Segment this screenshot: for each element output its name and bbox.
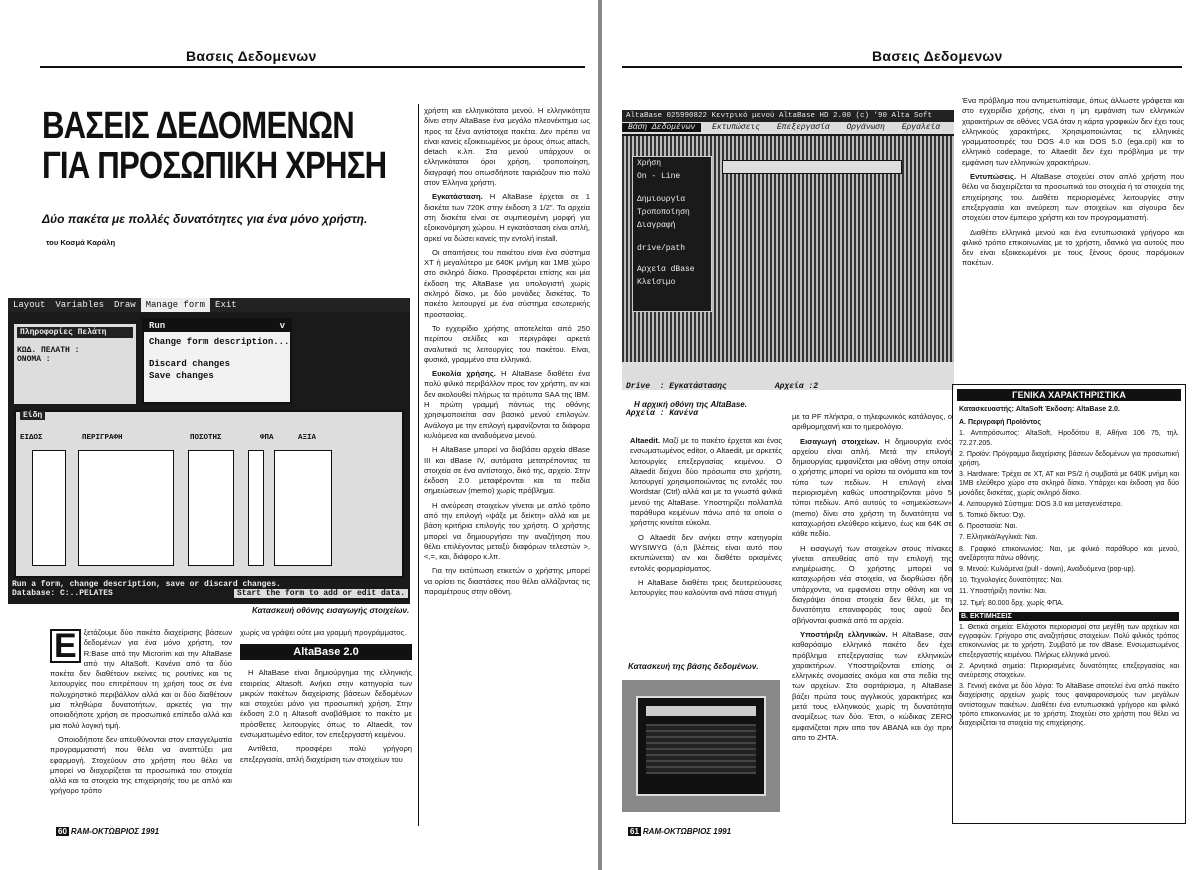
popup-item-save: Save changes: [149, 371, 214, 381]
col-header-vat: ΦΠΑ: [260, 434, 274, 442]
submenu-drive-path: drive/path: [637, 244, 686, 253]
spec-item: 4. Λειτουργικό Σύστημα: DOS 3.0 και μεταγενέστερο.: [959, 500, 1123, 508]
screen-title-bar: AltaBase 025990822 Κεντρικό μενού AltaBase HD 2.00 (c) '90 Alta Soft: [622, 110, 954, 122]
paragraph-lead: Εγκατάσταση.: [432, 192, 483, 202]
menu-tools: Εργαλεία: [901, 123, 941, 132]
sidebar-body: [953, 405, 1185, 728]
panel-title: Πληροφορίες Πελάτη: [17, 327, 133, 338]
database-submenu: [632, 156, 712, 312]
page-footer: [628, 827, 731, 836]
author-byline: του Κοσμά Καράλη: [46, 238, 116, 247]
screen-bar: [646, 706, 756, 716]
field-name: ΟΝΟΜΑ :: [17, 355, 51, 364]
body-column-r2: [792, 412, 952, 824]
article-title: [42, 105, 387, 187]
paragraph: Η AltaBase στοχεύει στον απλό χρήστη που θέλει να διαχειρίζεται τα προσωπικά του στοιχεία ή τα στοιχεία της επιχείρησης του. Διαθέτει περιορισμένες λειτουργίες στην επεξεργασία και ανεύρεση των στοιχείων και σίγουρα δεν στοχεύει στον έμπειρο χρήστη και τον προγραμματιστή.: [962, 172, 1184, 223]
status-line-2: Database: C:..PELATES: [12, 589, 113, 598]
paragraph: Η ανεύρεση στοιχείων γίνεται με απλό τρόπο από την επιλογή «ψάξε με δείκτη» αλλά και με βάση κριτήρια επιλογής του χρήστη. Ο χρήστης μπορεί να δημιουργήσει την αναζήτηση που θέλει επιλέγοντας μεταξύ διαφόρων τελεστών >,<,=, και, διάφορο κ.λπ.: [424, 500, 590, 562]
paragraph: Η AltaBase είναι δημιούργημα της ελληνικής εταιρείας Altasoft. Ανήκει στην κατηγορία των μικρών πακέτων διαχείρισης βάσεων δεδομένων και στοχεύει μόνο για προσωπική χρήση. Στην έκδοση 2.0 η Altasoft αναβάθμισε το πακέτο με πρόσθετες λειτουργίες όπως το Altaedit, τον ενσωματωμένο editor, τον επεξεργαστή κειμένου.: [240, 668, 412, 740]
spec-item: 5. Τοπικό δίκτυο: Όχι.: [959, 512, 1026, 520]
left-page: [0, 0, 598, 870]
status-files: Αρχεία : Κανένα: [626, 409, 699, 418]
paragraph: Η εισαγωγή των στοιχείων στους πίνακες γίνεται απευθείας από την επιλογή της ενημέρωσης. Ο χρήστης μπορεί να καταχωρήσει νέα στοιχεία, να διορθώσει ήδη υπάρχοντα, να εμφανίσει στην οθόνη και να διαγράψει όποια στοιχεία δεν θέλει, με τη δυνατότητα επαναφοράς τους αφού δεν σβήνονται φυσικά από τα αρχεία.: [792, 543, 952, 625]
database-build-screenshot: [622, 680, 780, 812]
submenu-modify: Τροποποίηση: [637, 208, 690, 217]
assessment-item: 2. Αρνητικά σημεία: Περιορισμένες δυνατότητες επεξεργασίας και ανεύρεσης στοιχείων.: [959, 662, 1179, 680]
screen-menu-bar: [8, 298, 410, 312]
paragraph: Διαθέτει ελληνικά μενού και ένα εντυπωσιακά γρήγορο και φιλικό τρόπο επικοινωνίας με το χρήστη, ιδανικό για αυτούς που δεν είναι εξοικειωμένοι με τους ξένους όρους παρόμοιων πακέτων.: [962, 227, 1184, 268]
figure-caption: Κατασκευή της βάσης δεδομένων.: [628, 662, 759, 671]
body-column-3: [424, 106, 590, 824]
page-footer: [56, 827, 159, 836]
submenu-dbase-files: Αρχεία dBase: [637, 265, 695, 274]
table-title: Είδη: [20, 411, 45, 420]
assessment-item: 1. Θετικά σημεία: Ελάχιστοι περιορισμοί στα μεγέθη των αρχείων και εγγραφών. Γρήγορο στις αναζητήσεις στοιχείων. Πολύ φιλικός τρόπος επικοινωνίας με το χρήστη. Συμβατό με τον dBase. Ενσωματωμένος επεξεργαστής κειμένου. Πλήρως ελληνικά μενού.: [959, 624, 1179, 659]
figure-caption: Κατασκευή οθόνης εισαγωγής στοιχείων.: [252, 606, 410, 615]
paragraph: Μαζί με το πακέτο έρχεται και ένας ενσωματωμένος editor, ο Altaedit, με αρκετές λειτουργίες επεξεργασίας κειμένου. Ο Altaedit δείχνει δύο πρόσωπα στο χρήστη, λειτουργεί χρησιμοποιώντας τις εντολές του Wordstar (Ctrl) αλλά και με τα γνωστά φιλικά μενού της AltaBase. Υποστηρίζει πολλαπλά παράθυρα κειμένων πάνω από τα οποία ο χρήστης κινείται εύκολα.: [630, 436, 782, 528]
sidebar-section-b: B. ΕΚΤΙΜΗΣΕΙΣ: [959, 612, 1179, 621]
body-column-2: [240, 628, 412, 824]
paragraph: Ένα πρόβλημα που αντιμετωπίσαμε, όπως άλλωστε γράφεται και στο εγχειρίδιο χρήσης, είναι η μη εμφάνιση των ελληνικών χαρακτήρων σε οθόνες VGA όταν η κάρτα γραφικών δεν έχει τους ελληνικούς χαρακτήρες. Χρησιμοποιώντας τις ελληνικές γραμματοσειρές του DOS 4.0 και DOS 5.0 (ega.cpi) και το ελληνικό codepage, το Altaedit δεν έχει πρόβλημα με την εμφάνιση των ελληνικών χαρακτήρων.: [962, 96, 1184, 167]
spec-item: 10. Τεχνολογίες δυνατότητες: Ναι.: [959, 577, 1064, 585]
paragraph-lead: Ευκολία χρήσης.: [432, 369, 496, 379]
subhead-altabase: AltaBase 2.0: [240, 644, 412, 660]
spec-item: 2. Προϊόν: Πρόγραμμα διαχείρισης βάσεων δεδομένων για προσωπική χρήση.: [959, 450, 1179, 468]
menu-organize: Οργάνωση: [846, 123, 885, 132]
header-rule: [622, 66, 1182, 68]
paragraph: Η AltaBase, σαν καθαρόαιμο ελληνικό πακέτο δεν έχει πρόβλημα επεξεργασίας των ελληνικών χαρακτήρων. Υποστηρίζονται επίσης οι ελληνικές ονομασίες ακόμα και στα πεδία της των αρχείων. Στο σορτάρισμα, η AltaBase βάζει πρώτα τους αγγλικούς χαρακτήρες και μετά τους ελληνικούς χωρίς τη δυνατότητα αναμίξεως των δύο. Έτσι, ο κώδικας ZERO εμφανίζεται πριν απο τον ΑΒΑΝΑ και όχι πριν απο το ΖΗΤΑ.: [792, 629, 952, 742]
paragraph: Οι απαιτήσεις του πακέτου είναι ένα σύστημα ΧΤ ή μεγαλύτερο με 640Κ μνήμη και 1ΜΒ χώρο στο σκληρό δίσκο. Προσφέρεται επίσης και μία έκδοση της AltaBase για υπολογιστή χωρίς σκληρό δίσκο, με δύο μονάδες δισκέτας. Το πακέτο λειτουργεί με ένα σύστημα εσωτερικής προστασίας.: [424, 247, 590, 319]
figure-caption: Η αρχική οθόνη της AltaBase.: [634, 400, 747, 409]
sidebar-section-a: A. Περιγραφή Προϊόντος: [959, 419, 1041, 427]
column-box: [78, 450, 174, 566]
section-header: Βασεις Δεδομενων: [872, 48, 1003, 64]
article-subtitle: Δύο πακέτα με πολλές δυνατότητες για ένα μόνο χρήστη.: [42, 212, 368, 226]
paragraph: Για την εκτύπωση ετικετών ο χρήστης μπορεί να ορίσει τις διαστάσεις που θέλει αλλάζοντας τις παραμέτρους στην οθόνη.: [424, 566, 590, 597]
sidebar-title: ΓΕΝΙΚΑ ΧΑΡΑΚΤΗΡΙΣΤΙΚΑ: [957, 389, 1181, 401]
spec-item: 6. Προστασία: Ναι.: [959, 523, 1018, 531]
submenu-online: On - Line: [637, 172, 681, 181]
spec-item: 12. Τιμή: 80.000 δρχ. χωρίς ΦΠΑ.: [959, 599, 1064, 607]
popup-item-run: Run v: [144, 320, 290, 332]
paragraph: Ο Altaedit δεν ανήκει στην κατηγορία WYSIWYG (ό,τι βλέπεις είναι αυτό που εκτυπώνεται) αν και διαθέτει ορισμένες εντολές φορμαρίσματος.: [630, 532, 782, 573]
menu-layout: Layout: [13, 300, 46, 310]
menu-variables: Variables: [55, 300, 105, 310]
intro-paragraph: ξετάζουμε δύο πακέτα διαχείρισης βάσεων δεδομένων για ένα μόνο χρήστη, τον R:Base από την Microrim και την AltaBase από την AltaSoft. Κανένα από τα δύο πακέτα δεν διαθέτουν εκείνες τις ρουτίνες και τις λειτουργίες που επιτρέπουν τη χρήση τους σε ένα πολυχρηστικό περιβάλλον αλλά και οι δύο διαθέτουν μια πληθώρα δυνατοτήτων, αρκετές για την οποιαδήποτε χρήση σε προσωπικό επίπεδο αλλά και μια πολύ λογική τιμή.: [50, 628, 232, 730]
customer-info-panel: [14, 324, 136, 404]
footer-text: RAM-ΟΚΤΩΒΡΙΟΣ 1991: [642, 827, 732, 836]
input-box: [722, 160, 902, 174]
paragraph: Η AltaBase μπορεί να διαβάσει αρχεία dBase III και dBase IV, αυτόματα μετατρέποντας τα στοιχεία σε ένα αντίστοιχο, δικό της, αρχείο. Στην έκδοση 2.0 μεταφέρονται και τα πεδία σημειώσεων (memo) χωρίς πρόβλημα.: [424, 445, 590, 496]
status-line-3: Start the form to add or edit data.: [234, 589, 408, 598]
body-column-1: [50, 628, 232, 824]
title-line-2: ΓΙΑ ΠΡΟΣΩΠΙΚΗ ΧΡΗΣΗ: [42, 145, 387, 187]
table-headers: [20, 434, 394, 442]
paragraph: Οποιοδήποτε δεν απευθύνονται στον επαγγελματία προγραμματιστή που θέλει να αναπτύξει μια εφαρμογή. Στοχεύουν στο χρήστη που θέλει να μπορεί να διαχειρίζεται τα προσωπικά του στοιχεία αλλά και τα στοιχεία της επιχείρησής του με απλό και γρήγορο τρόπο: [50, 734, 232, 796]
status-line-1: Run a form, change description, save or discard changes.: [12, 580, 281, 589]
paragraph: Το εγχειρίδιο χρήσης αποτελείται από 250 περίπου σελίδες και περιγράφει αρκετά αναλυτικά τις λειτουργίες του πακέτου. Είναι, φυσικά, γραμμένο στα ελληνικά.: [424, 323, 590, 364]
column-box: [32, 450, 66, 566]
menu-manage-form: Manage form: [141, 298, 210, 312]
paragraph: Η δημιουργία ενός αρχείου είναι απλή. Μετά την επιλογή δημιουργίας εμφανίζεται μια οθόνη στην οποία ο χρήστης μπορεί να ορίσει τα ονόματα και τον τύπο των πεδίων. Η επιλογή είναι περιορισμένη καθώς υποστηρίζονται μόνο 5 τύποι πεδίων. Από αυτούς το «σημειώσεων» (memo) δίνει στο χρήστη τη δυνατότητα να καταχωρήσει ελεύθερο κείμενο, έως και 64Κ σε κάθε πεδίο.: [792, 436, 952, 539]
page-number: 61: [630, 827, 639, 836]
paragraph: Η AltaBase έρχεται σε 1 δισκέτα των 720K στην έκδοση 3 1/2". Τα αρχεία στη δισκέτα είναι σε συμπιεσμένη μορφή για εξοικονόμηση χώρου. Η εγκατάσταση είναι απλή, αρκεί να δώσει κανείς την εντολή install.: [424, 192, 590, 243]
menu-exit: Exit: [215, 300, 237, 310]
column-box: [248, 450, 264, 566]
spec-item: 9. Μενού: Κυλιόμενα (pull - down), Αναδυόμενα (pop-up).: [959, 566, 1136, 574]
popup-item-change-desc: Change form description...: [149, 337, 290, 347]
submenu-close: Κλείσιμο: [637, 278, 676, 287]
screen-window: [636, 696, 766, 796]
page-number: 60: [58, 827, 67, 836]
paragraph: με τα PF πλήκτρα, ο τηλεφωνικός κατάλογος, ο αριθμομηχανή και το ημερολόγιο.: [792, 412, 952, 432]
column-box: [188, 450, 234, 566]
column-box: [274, 450, 332, 566]
submenu-use: Χρήση: [637, 159, 662, 168]
popup-item-discard: Discard changes: [149, 359, 231, 369]
section-header: Βασεις Δεδομενων: [186, 48, 317, 64]
screen-menu-bar: [622, 122, 954, 134]
submenu-create: Δημιουργία: [637, 195, 686, 204]
col-header-description: ΠΕΡΙΓΡΑΦΗ: [82, 434, 123, 442]
paragraph: Η AltaBase διαθέτει τρεις δευτερεύουσες λειτουργίες που καλούνται ανά πάσα στιγμή: [630, 577, 782, 598]
sidebar-intro: Κατασκευαστής: AltaSoft Έκδοση: AltaBase 2.0.: [959, 406, 1120, 413]
popup-hint: v: [279, 321, 285, 331]
col-header-item: ΕΙΔΟΣ: [20, 434, 43, 442]
submenu-delete: Διαγραφή: [637, 221, 676, 230]
items-table-panel: [14, 410, 404, 578]
assessment-item: 3. Γενική εικόνα με δύο λόγια: Το AltaBase αποτελεί ένα απλό πακέτο διαχείρισης αρχείων χωρίς τους φανφαρονισμούς των μεγάλων αντίστοιχων πακέτων. Διαθέτει ένα εντυπωσιακά γρήγορο και φιλικό τρόπο επικοινωνίας με το χρήστη. Στοχεύει στο χρήστη που θέλει να διαχειρίζεται τα στοιχεία της επιχείρησης.: [959, 683, 1179, 728]
menu-draw: Draw: [114, 300, 136, 310]
menu-edit: Επεξεργασία: [776, 123, 830, 132]
spec-item: 8. Γραφικό επικοινωνίας: Ναι, με φιλικό παράθυρο και μενού, ανεξάρτητα πάνω οθόνης.: [959, 545, 1179, 562]
field-customer-code: ΚΩΔ. ΠΕΛΑΤΗ :: [17, 346, 80, 355]
form-designer-screenshot: [8, 298, 410, 604]
body-column-r3: [962, 96, 1184, 368]
screen-status: [12, 580, 408, 598]
col-header-value: ΑΞΙΑ: [298, 434, 317, 442]
spec-item: 3. Hardware: Τρέχει σε XT, AT και PS/2 ή συμβατά με 640K μνήμη και 1MB ελεύθερο χώρο στο σκληρό δίσκο. Υπάρχει και έκδοση για δύο μονάδες δισκέτας, χωρίς σκληρό δίσκο.: [959, 471, 1179, 497]
paragraph-lead: Εισαγωγή στοιχείων.: [800, 436, 880, 446]
spec-item: 7. Ελληνικά/Αγγλικά: Ναι.: [959, 534, 1038, 542]
paragraph: Αντίθετα, προσφέρει πολύ γρήγορη επεξεργασία, απλή διαχείριση των στοιχείων του: [240, 744, 412, 764]
menu-prints: Εκτυπώσεις: [712, 123, 761, 132]
spec-item: 1. Αντιπρόσωπος: AltaSoft, Ηροδότου 8, Αθήνα 106 75, τηλ. 72.27.205.: [959, 430, 1179, 447]
header-rule: [40, 66, 585, 68]
paragraph-lead: Εντυπώσεις.: [970, 172, 1017, 182]
body-column-r1: [630, 436, 782, 656]
title-line-1: ΒΑΣΕΙΣ ΔΕΔΟΜΕΝΩΝ: [42, 105, 354, 147]
paragraph: Η AltaBase διαθέτει ένα πολύ φιλικό περιβάλλον προς τον χρήστη, αν και δεν ακολουθεί πλήρως τα πρότυπα SAA της IBM. Η πρώτη γραμμή πάντως της οθόνης χρησιμοποιείται σαν βασικό μενού επιλογών. Ανάλογα με την επιλογή εμφανίζονται τα διάφορα κυλιόμενα και αναδυόμενα μενού.: [424, 369, 590, 440]
manage-form-popup: [142, 318, 292, 404]
footer-text: RAM-ΟΚΤΩΒΡΙΟΣ 1991: [70, 827, 160, 836]
column-divider: [418, 104, 419, 826]
paragraph: χωρίς να γράψει ούτε μια γραμμή προγράμματος.: [240, 628, 407, 637]
paragraph-lead: Altaedit.: [630, 436, 660, 445]
screen-lines: [646, 724, 756, 774]
specs-sidebar: [952, 384, 1186, 824]
drop-cap: Ε: [50, 629, 81, 663]
menu-database: Βάση Δεδομένων: [622, 123, 701, 132]
status-drive: Drive : Εγκατάστασης Αρχεία :2: [626, 382, 819, 391]
col-header-quantity: ΠΟΣΟΤΗΣ: [190, 434, 222, 442]
spec-item: 11. Υποστήριξη ποντίκι: Ναι.: [959, 588, 1047, 596]
paragraph-lead: Υποστήριξη ελληνικών.: [800, 629, 888, 639]
paragraph: χρήστη και ελληνικότατα μενού. Η ελληνικότητα δίνει στην AltaBase ένα μεγάλο πλεονέκτημα ως προς τα ξένα αντίστοιχα πακέτα. Δεν πρέπει να είναι κανείς εξοικειωμένος με όρους όπως attach, detach κ.λπ. Στα μενού υπάρχουν οι ελληνικότατοι όροι χρήση, τροποποίηση, διαγραφή που οπωσδήποτε ταιριάζουν πιο πολύ στον Έλληνα χρήστη.: [424, 106, 590, 188]
